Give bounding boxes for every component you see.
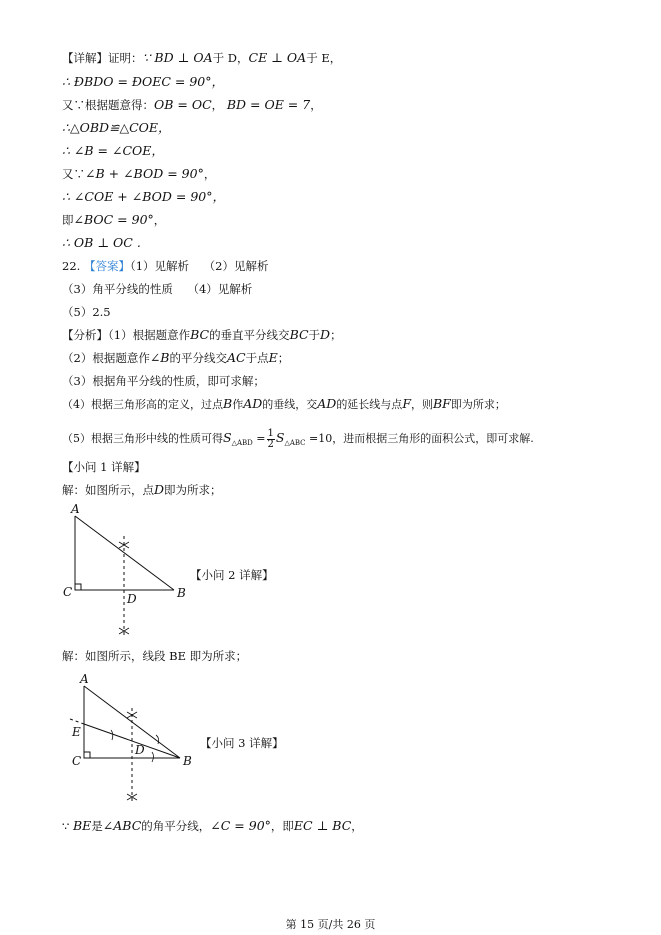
proof-line-3 — [62, 97, 322, 113]
label-B: B — [177, 586, 186, 600]
analysis-line-1 — [62, 327, 342, 343]
text-segment: （5）2.5 — [62, 305, 111, 319]
solution-line-2 — [62, 648, 247, 664]
math-expr: BC — [289, 327, 309, 342]
arc-mark-top — [127, 712, 137, 718]
answer-tag: 【答案】 — [83, 259, 130, 273]
analysis-line-5 — [62, 425, 534, 456]
math-expr: = — [256, 432, 266, 445]
math-subscript: △ABC — [284, 439, 306, 448]
answer-line-2 — [62, 281, 252, 297]
math-expr: D — [320, 327, 331, 342]
solution-line-3 — [62, 818, 363, 834]
label-B: B — [183, 754, 192, 768]
label-E: E — [72, 725, 81, 739]
math-expr: ∵ BD ⊥ OA — [142, 50, 213, 65]
label-C: C — [72, 754, 82, 768]
math-expr: ∠ABC — [102, 818, 142, 833]
proof-line-6 — [62, 166, 215, 182]
text-segment: 的垂直平分线交 — [209, 328, 290, 342]
math-expr: E — [268, 350, 278, 365]
proof-line-9 — [62, 235, 141, 251]
text-segment: （4）见解析 — [187, 282, 253, 296]
text-segment: （5）根据三角形中线的性质可得 — [62, 432, 223, 445]
math-expr: D — [154, 482, 165, 497]
math-expr: OB = OC — [154, 97, 212, 112]
math-expr: AD — [243, 396, 263, 411]
math-expr: ∴ ÐBDO = ÐOEC = 90°， — [62, 74, 224, 89]
math-expr: =10 — [309, 432, 333, 445]
page-footer: 第 15 页/共 26 页 — [285, 918, 376, 931]
label-A: A — [80, 672, 89, 686]
math-expr: S — [275, 430, 285, 445]
math-expr: ∠BOC = 90° — [73, 212, 154, 227]
text-segment: ， — [153, 213, 166, 227]
math-expr: BE — [72, 818, 92, 833]
math-expr: S — [223, 430, 232, 445]
math-expr: ∠B + ∠BOD = 90° — [85, 166, 204, 181]
text-segment: 是 — [91, 819, 103, 833]
math-expr: B — [223, 396, 233, 411]
text-segment: ∵ — [62, 819, 70, 833]
right-angle-mark — [75, 584, 81, 590]
analysis-line-2 — [62, 350, 289, 366]
fraction-denominator: 2 — [267, 438, 274, 450]
text-segment: 于点 — [245, 351, 269, 365]
solution-line-1 — [62, 482, 222, 498]
text-segment: 又∵ — [62, 167, 85, 181]
section-heading-q3: 【小问 3 详解】 — [200, 736, 284, 750]
text-segment: ， — [351, 819, 363, 833]
text-segment: 【详解】证明： — [62, 51, 143, 65]
text-segment: 于 D， — [212, 51, 249, 65]
text-segment: （3）根据角平分线的性质，即可求解； — [62, 374, 265, 388]
analysis-line-3 — [62, 373, 265, 389]
text-segment: 解：如图所示，线段 BE 即为所求； — [62, 649, 248, 663]
text-segment: 的角平分线， — [141, 819, 211, 833]
proof-line-2 — [62, 74, 224, 90]
right-angle-mark — [84, 752, 90, 758]
text-segment: 即 — [62, 213, 74, 227]
math-expr: ∴ OB ⊥ OC . — [62, 235, 141, 250]
text-segment: 的平分线交 — [169, 351, 227, 365]
arc-mark-bc — [152, 752, 154, 762]
math-expr: EC ⊥ BC — [293, 818, 352, 833]
text-segment: （2）根据题意作 — [62, 351, 150, 365]
math-expr: BF — [433, 396, 451, 411]
text-segment: 解：如图所示，点 — [62, 483, 154, 497]
arc-mark-ab — [156, 735, 159, 744]
math-expr: ∴ ∠B = ∠COE， — [62, 143, 164, 158]
proof-line-5 — [62, 143, 164, 159]
text-segment: 又∵根据题意得： — [62, 98, 154, 112]
text-segment: （1）见解析 — [129, 259, 190, 273]
answer-line-3 — [62, 304, 111, 320]
text-segment: 作 — [232, 398, 244, 411]
text-segment: ， — [203, 167, 216, 181]
text-segment: ，则 — [411, 398, 433, 411]
math-expr: F — [402, 396, 411, 411]
text-segment: ； — [330, 328, 342, 342]
text-segment: ，进而根据三角形的面积公式，即可求解. — [332, 432, 534, 445]
proof-line-8 — [62, 212, 165, 228]
text-segment: （3）角平分线的性质 — [62, 282, 173, 296]
answer-line — [62, 258, 268, 274]
text-segment: ， — [211, 98, 224, 112]
label-A: A — [71, 502, 80, 516]
label-D: D — [135, 743, 145, 757]
proof-line-4 — [62, 120, 171, 136]
text-segment: ，即 — [270, 819, 294, 833]
math-expr: AC — [227, 350, 246, 365]
figure-1-triangle — [60, 502, 200, 642]
bisector-extension — [70, 719, 84, 724]
math-expr: BC — [190, 327, 210, 342]
figure-2-triangle — [60, 672, 200, 812]
fraction-numerator: 1 — [267, 427, 274, 439]
proof-line-1 — [62, 50, 341, 66]
text-segment: （4）根据三角形高的定义，过点 — [62, 398, 223, 411]
text-segment: ， — [310, 98, 322, 112]
math-expr: ∴△OBD≌△COE， — [62, 120, 171, 135]
text-segment: 的垂线，交 — [262, 398, 318, 411]
math-expr: CE ⊥ OA — [248, 50, 307, 65]
math-expr: ∠B — [149, 350, 170, 365]
arc-mark-mid — [111, 730, 113, 740]
question-number: 22. — [62, 259, 81, 273]
text-segment: 即为所求； — [164, 483, 222, 497]
math-expr: ∠C = 90° — [210, 818, 271, 833]
text-segment: 于 — [308, 328, 321, 342]
math-expr: AD — [317, 396, 337, 411]
proof-line-7 — [62, 189, 225, 205]
text-segment: 的延长线与点 — [336, 398, 403, 411]
analysis-line-4 — [62, 396, 506, 413]
text-segment: 【小问 1 详解】 — [62, 460, 146, 474]
text-segment: （2）见解析 — [203, 259, 269, 273]
fraction — [267, 429, 275, 450]
text-segment: ； — [277, 351, 290, 365]
math-expr: ∴ ∠COE + ∠BOD = 90°， — [62, 189, 225, 204]
label-D: D — [127, 592, 137, 606]
section-heading-q2: 【小问 2 详解】 — [190, 568, 274, 582]
section-heading-q1 — [62, 459, 146, 475]
math-subscript: △ABD — [231, 439, 253, 448]
text-segment: 于 E， — [306, 51, 342, 65]
text-segment: 【分析】（1）根据题意作 — [62, 328, 191, 342]
text-segment: 即为所求； — [450, 398, 506, 411]
math-expr: BD = OE = 7 — [226, 97, 311, 112]
label-C: C — [63, 585, 73, 599]
